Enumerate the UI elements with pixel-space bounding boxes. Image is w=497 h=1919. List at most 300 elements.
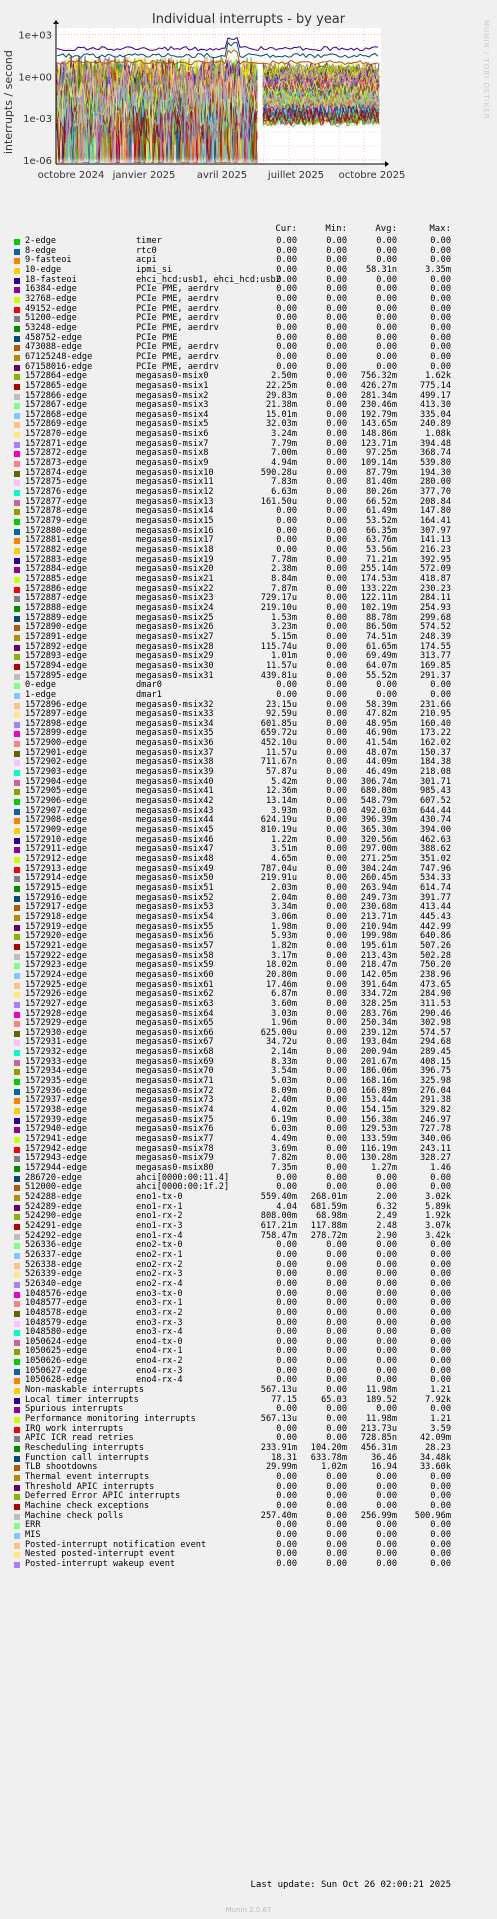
value-min: 0.00 — [326, 921, 347, 932]
value-min: 0.00 — [326, 1549, 347, 1560]
series-label: megasas0-msix80 — [136, 1163, 214, 1173]
series-name: 1572910-edge — [25, 834, 88, 845]
series-name: 1572900-edge — [25, 738, 88, 749]
value-avg: 129.53m — [360, 1124, 397, 1135]
value-max: 246.97 — [419, 1114, 451, 1125]
header-avg: Avg: — [375, 224, 397, 234]
legend-swatch — [14, 809, 20, 815]
value-cur: 77.15 — [271, 1394, 297, 1405]
series-name: 16384-edge — [25, 284, 77, 295]
legend-swatch — [14, 307, 20, 313]
value-avg: 156.38m — [360, 1114, 397, 1125]
series-label: megasas0-msix39 — [136, 767, 214, 778]
series-label: eno2-tx-0 — [136, 1240, 183, 1251]
value-cur: 13.14m — [265, 796, 297, 807]
series-name: 1572937-edge — [25, 1095, 88, 1106]
value-cur: 7.87m — [271, 583, 297, 594]
value-cur: 0.00 — [276, 313, 297, 324]
series-label: megasas0-msix70 — [136, 1066, 214, 1077]
series-name: 18-fasteoi — [25, 274, 77, 285]
series-label: megasas0-msix66 — [136, 1027, 214, 1038]
series-name: 1050625-edge — [25, 1346, 88, 1357]
value-avg: 304.24m — [360, 863, 397, 874]
value-cur: 0.00 — [276, 1240, 297, 1251]
series-name: 1572943-edge — [25, 1153, 88, 1164]
series-label: eno4-rx-1 — [136, 1346, 183, 1357]
value-max: 3.42k — [425, 1230, 451, 1241]
value-min: 0.00 — [326, 670, 347, 681]
value-cur: 3.03m — [271, 1008, 297, 1019]
value-max: 0.00 — [430, 1375, 451, 1386]
value-max: 328.27 — [419, 1153, 451, 1164]
legend-swatch — [14, 1166, 20, 1172]
value-avg: 80.26m — [365, 487, 397, 498]
value-cur: 6.63m — [271, 487, 297, 498]
value-cur: 8.33m — [271, 1056, 297, 1067]
value-cur: 0.00 — [276, 1288, 297, 1299]
value-max: 0.00 — [430, 1327, 451, 1338]
series-label: megasas0-msix55 — [136, 921, 214, 932]
series-name: 1572915-edge — [25, 882, 88, 893]
value-avg: 199.98m — [360, 931, 397, 942]
series-label: eno2-rx-4 — [136, 1278, 183, 1289]
value-cur: 7.35m — [271, 1163, 297, 1173]
value-min: 0.00 — [326, 776, 347, 787]
value-min: 0.00 — [326, 1307, 347, 1318]
value-cur: 4.49m — [271, 1134, 297, 1145]
series-label: megasas0-msix56 — [136, 931, 214, 942]
legend-swatch — [14, 886, 20, 892]
value-max: 394.00 — [419, 825, 451, 836]
value-cur: 5.03m — [271, 1076, 297, 1087]
legend-swatch — [14, 693, 20, 699]
series-name: 1572920-edge — [25, 931, 88, 942]
legend-swatch — [14, 973, 20, 979]
legend-swatch — [14, 760, 20, 766]
value-cur: 92.59u — [265, 709, 297, 720]
value-min: 0.00 — [326, 255, 347, 266]
value-max: 500.96m — [414, 1510, 451, 1521]
series-name: 1572868-edge — [25, 409, 88, 420]
legend-swatch — [14, 1465, 20, 1471]
value-max: 413.30 — [419, 400, 451, 411]
legend-swatch — [14, 1079, 20, 1085]
series-name: Local timer interrupts — [25, 1394, 139, 1405]
value-max: 0.00 — [430, 1481, 451, 1492]
series-label: eno1-rx-2 — [136, 1211, 183, 1222]
value-cur: 22.25m — [265, 380, 297, 391]
series-name: 1572911-edge — [25, 844, 88, 855]
footer-version: Munin 2.0.67 — [225, 1906, 272, 1914]
legend-swatch — [14, 1195, 20, 1201]
value-avg: 53.56m — [365, 545, 397, 555]
series-name: 1572878-edge — [25, 506, 88, 517]
value-avg: 81.40m — [365, 477, 397, 488]
legend-swatch — [14, 1185, 20, 1191]
value-min: 268.01m — [310, 1191, 347, 1202]
value-avg: 55.52m — [365, 670, 397, 681]
legend-swatch — [14, 1378, 20, 1384]
value-min: 0.00 — [326, 1240, 347, 1251]
value-min: 0.00 — [326, 815, 347, 826]
series-label: megasas0-msix20 — [136, 564, 214, 575]
value-min: 0.00 — [326, 1529, 347, 1540]
series-name: 1572879-edge — [25, 516, 88, 527]
value-cur: 29.99m — [265, 1462, 297, 1473]
value-min: 0.00 — [326, 1124, 347, 1135]
value-avg: 66.35m — [365, 525, 397, 536]
value-min: 0.00 — [326, 1008, 347, 1019]
value-max: 290.46 — [419, 1008, 451, 1019]
legend-swatch — [14, 1021, 20, 1027]
series-name: 524288-edge — [25, 1191, 82, 1202]
legend-swatch — [14, 1098, 20, 1104]
value-avg: 0.00 — [376, 1288, 397, 1299]
series-label: megasas0-msix59 — [136, 960, 214, 971]
value-cur: 219.10u — [260, 602, 297, 613]
value-min: 0.00 — [326, 1520, 347, 1531]
value-cur: 1.96m — [271, 1018, 297, 1029]
value-cur: 3.24m — [271, 429, 297, 440]
value-max: 0.00 — [430, 351, 451, 362]
value-avg: 97.25m — [365, 448, 397, 459]
value-min: 0.00 — [326, 245, 347, 256]
value-min: 0.00 — [326, 728, 347, 739]
value-avg: 148.86m — [360, 429, 397, 440]
value-avg: 210.94m — [360, 921, 397, 932]
series-name: 51200-edge — [25, 313, 77, 324]
value-avg: 193.04m — [360, 1037, 397, 1048]
value-max: 0.00 — [430, 1404, 451, 1415]
legend-swatch — [14, 799, 20, 805]
value-max: 340.06 — [419, 1134, 451, 1145]
series-name: 67158016-edge — [25, 361, 93, 372]
value-avg: 0.00 — [376, 1346, 397, 1357]
value-cur: 0.00 — [276, 245, 297, 256]
value-max: 240.89 — [419, 419, 451, 430]
value-min: 0.00 — [326, 1105, 347, 1116]
value-avg: 0.00 — [376, 689, 397, 700]
value-avg: 0.00 — [376, 1539, 397, 1550]
value-avg: 58.31n — [365, 264, 397, 275]
value-min: 0.00 — [326, 854, 347, 864]
legend-swatch — [14, 297, 20, 303]
series-name: 1572874-edge — [25, 467, 88, 478]
value-avg: 41.54m — [365, 738, 397, 749]
value-max: 445.43 — [419, 911, 451, 922]
series-label: megasas0-msix36 — [136, 738, 214, 749]
legend-swatch — [14, 712, 20, 718]
value-max: 335.04 — [419, 409, 451, 420]
series-label: ahci[0000:00:11.4] — [136, 1172, 230, 1183]
value-max: 727.78 — [419, 1124, 451, 1135]
value-cur: 4.65m — [271, 854, 297, 864]
value-max: 34.48k — [419, 1452, 451, 1463]
value-avg: 230.68m — [360, 902, 397, 913]
legend-header — [0, 224, 497, 236]
value-min: 0.00 — [326, 1249, 347, 1260]
value-cur: 559.40m — [260, 1191, 297, 1202]
value-min: 0.00 — [326, 1027, 347, 1038]
legend-swatch — [14, 1475, 20, 1481]
value-avg: 0.00 — [376, 1298, 397, 1309]
value-min: 0.00 — [326, 419, 347, 430]
value-avg: 0.00 — [376, 1240, 397, 1251]
series-label: megasas0-msix73 — [136, 1095, 214, 1106]
value-max: 1.21 — [430, 1414, 451, 1425]
series-label: megasas0-msix79 — [136, 1153, 214, 1164]
value-cur: 0.00 — [276, 1346, 297, 1357]
value-cur: 233.91m — [260, 1443, 297, 1454]
value-min: 0.00 — [326, 641, 347, 652]
legend-swatch — [14, 616, 20, 622]
value-max: 3.35m — [425, 264, 451, 275]
value-min: 0.00 — [326, 718, 347, 729]
value-max: 392.95 — [419, 554, 451, 565]
value-min: 0.00 — [326, 1481, 347, 1492]
series-name: 1572925-edge — [25, 979, 88, 990]
value-cur: 0.00 — [276, 1365, 297, 1376]
value-avg: 143.65m — [360, 419, 397, 430]
value-min: 0.00 — [326, 1163, 347, 1173]
series-label: megasas0-msix6 — [136, 429, 209, 440]
legend-swatch — [14, 654, 20, 660]
series-label: megasas0-msix23 — [136, 593, 214, 604]
series-name: 1572865-edge — [25, 380, 88, 391]
value-min: 0.00 — [326, 1385, 347, 1396]
value-avg: 0.00 — [376, 1307, 397, 1318]
legend-swatch — [14, 1523, 20, 1529]
value-min: 65.03 — [321, 1394, 347, 1405]
x-tick-label: juillet 2025 — [267, 170, 325, 181]
series-label: megasas0-msix11 — [136, 477, 214, 488]
value-max: 534.33 — [419, 873, 451, 884]
series-name: 1572929-edge — [25, 1018, 88, 1029]
value-max: 302.98 — [419, 1018, 451, 1029]
value-cur: 0.00 — [276, 535, 297, 546]
value-cur: 2.14m — [271, 1047, 297, 1058]
series-label: megasas0-msix58 — [136, 950, 214, 961]
series-label: megasas0-msix75 — [136, 1114, 214, 1125]
value-cur: 0.00 — [276, 1558, 297, 1569]
value-min: 0.00 — [326, 911, 347, 922]
value-min: 0.00 — [326, 1066, 347, 1077]
value-avg: 133.59m — [360, 1134, 397, 1145]
value-avg: 0.00 — [376, 1365, 397, 1376]
value-avg: 0.00 — [376, 361, 397, 372]
legend-swatch — [14, 1301, 20, 1307]
series-name: 1048576-edge — [25, 1288, 88, 1299]
value-max: 394.48 — [419, 438, 451, 449]
series-label: megasas0-msix67 — [136, 1037, 214, 1048]
value-avg: 0.00 — [376, 1356, 397, 1367]
series-label: megasas0-msix60 — [136, 969, 214, 980]
value-max: 164.41 — [419, 516, 451, 527]
legend-swatch — [14, 1156, 20, 1162]
series-label: megasas0-msix62 — [136, 989, 214, 1000]
series-label: megasas0-msix46 — [136, 834, 214, 845]
value-avg: 0.00 — [376, 303, 397, 314]
legend-swatch — [14, 963, 20, 969]
value-max: 0.00 — [430, 313, 451, 324]
value-avg: 130.28m — [360, 1153, 397, 1164]
series-name: 526338-edge — [25, 1259, 82, 1270]
value-avg: 365.30m — [360, 825, 397, 836]
value-cur: 1.22m — [271, 834, 297, 845]
value-max: 284.11 — [419, 593, 451, 604]
legend-swatch — [14, 345, 20, 351]
value-max: 413.44 — [419, 902, 451, 913]
value-avg: 122.11m — [360, 593, 397, 604]
value-max: 391.77 — [419, 892, 451, 903]
series-label: megasas0-msix37 — [136, 747, 214, 758]
value-avg: 426.27m — [360, 380, 397, 391]
value-min: 0.00 — [326, 236, 347, 246]
value-min: 0.00 — [326, 1336, 347, 1347]
series-name: 1572870-edge — [25, 429, 88, 440]
value-avg: 239.12m — [360, 1027, 397, 1038]
value-max: 329.82 — [419, 1105, 451, 1116]
value-max: 194.30 — [419, 467, 451, 478]
value-min: 0.00 — [326, 1018, 347, 1029]
series-name: 286720-edge — [25, 1172, 82, 1183]
value-max: 299.68 — [419, 612, 451, 623]
value-cur: 18.31 — [271, 1452, 297, 1463]
value-cur: 5.15m — [271, 631, 297, 642]
series-label: eno4-rx-2 — [136, 1356, 183, 1367]
value-avg: 47.82m — [365, 709, 397, 720]
value-cur: 659.72u — [260, 728, 297, 739]
series-label: dmar1 — [136, 689, 162, 700]
value-avg: 0.00 — [376, 245, 397, 256]
y-tick-label: 1e-03 — [23, 114, 52, 126]
value-max: 0.00 — [430, 1472, 451, 1482]
value-min: 0.00 — [326, 1472, 347, 1482]
series-name: 1050624-edge — [25, 1336, 88, 1347]
legend-swatch — [14, 249, 20, 255]
value-max: 150.37 — [419, 747, 451, 758]
series-label: PCIe PME — [136, 332, 178, 343]
series-name: 1-edge — [25, 689, 57, 700]
series-name: 1572871-edge — [25, 438, 88, 449]
value-min: 0.00 — [326, 651, 347, 662]
series-name: 1572872-edge — [25, 448, 88, 459]
value-avg: 728.85n — [360, 1433, 397, 1444]
legend-swatch — [14, 674, 20, 680]
value-avg: 0.00 — [376, 332, 397, 343]
series-label: megasas0-msix76 — [136, 1124, 214, 1135]
value-max: 184.38 — [419, 757, 451, 768]
legend-swatch — [14, 1243, 20, 1249]
value-cur: 6.87m — [271, 989, 297, 1000]
series-name: 1572932-edge — [25, 1047, 88, 1058]
series-name: 49152-edge — [25, 303, 77, 314]
legend-swatch — [14, 422, 20, 428]
legend-swatch — [14, 1127, 20, 1133]
value-cur: 808.00m — [260, 1211, 297, 1222]
series-name: Machine check exceptions — [25, 1500, 150, 1511]
value-min: 0.00 — [326, 1317, 347, 1328]
value-max: 442.99 — [419, 921, 451, 932]
value-max: 294.68 — [419, 1037, 451, 1048]
legend-swatch — [14, 355, 20, 361]
value-min: 0.00 — [326, 757, 347, 768]
value-avg: 0.00 — [376, 1500, 397, 1511]
series-label: megasas0-msix30 — [136, 660, 214, 671]
value-cur: 0.00 — [276, 264, 297, 275]
value-min: 0.00 — [326, 371, 347, 382]
legend-swatch — [14, 432, 20, 438]
series-name: APIC ICR read retries — [25, 1433, 134, 1444]
series-label: ehci_hcd:usb1, ehci_hcd:usb2 — [136, 274, 281, 285]
value-cur: 1.01m — [271, 651, 297, 662]
value-min: 0.00 — [326, 998, 347, 1009]
series-name: 1572919-edge — [25, 921, 88, 932]
legend-swatch — [14, 413, 20, 419]
value-avg: 16.94 — [371, 1462, 397, 1473]
series-name: 1572934-edge — [25, 1066, 88, 1077]
legend-swatch — [14, 1427, 20, 1433]
value-min: 0.00 — [326, 313, 347, 324]
legend-swatch — [14, 336, 20, 342]
value-max: 0.00 — [430, 1249, 451, 1260]
value-avg: 281.34m — [360, 390, 397, 401]
value-avg: 0.00 — [376, 293, 397, 304]
value-min: 0.00 — [326, 882, 347, 893]
series-label: PCIe PME, aerdrv — [136, 351, 219, 362]
value-avg: 249.73m — [360, 892, 397, 903]
value-min: 0.00 — [326, 1346, 347, 1357]
series-name: Thermal event interrupts — [25, 1472, 150, 1482]
value-avg: 44.09m — [365, 757, 397, 768]
value-max: 0.00 — [430, 361, 451, 372]
value-avg: 250.34m — [360, 1018, 397, 1029]
series-name: 1572906-edge — [25, 796, 88, 807]
value-max: 147.80 — [419, 506, 451, 517]
value-max: 0.00 — [430, 1356, 451, 1367]
value-avg: 283.76m — [360, 1008, 397, 1019]
value-avg: 0.00 — [376, 1481, 397, 1492]
value-min: 68.98m — [315, 1211, 347, 1222]
value-cur: 3.06m — [271, 911, 297, 922]
value-avg: 0.00 — [376, 1172, 397, 1183]
legend-swatch — [14, 1214, 20, 1220]
series-name: 1048577-edge — [25, 1298, 88, 1309]
legend-swatch — [14, 867, 20, 873]
series-label: dmar0 — [136, 680, 162, 691]
value-max: 0.00 — [430, 680, 451, 691]
value-max: 640.86 — [419, 931, 451, 942]
value-max: 0.00 — [430, 1240, 451, 1251]
value-max: 0.00 — [430, 236, 451, 246]
value-cur: 57.87u — [265, 767, 297, 778]
value-max: 775.14 — [419, 380, 451, 391]
legend-swatch — [14, 1456, 20, 1462]
series-label: acpi — [136, 255, 157, 266]
value-min: 0.00 — [326, 1558, 347, 1569]
series-name: 1572867-edge — [25, 400, 88, 411]
value-min: 0.00 — [326, 660, 347, 671]
legend-swatch — [14, 1407, 20, 1413]
series-name: 1572917-edge — [25, 902, 88, 913]
value-cur: 810.19u — [260, 825, 297, 836]
value-avg: 0.00 — [376, 255, 397, 266]
legend-swatch — [14, 442, 20, 448]
series-name: 1572923-edge — [25, 960, 88, 971]
value-cur: 1.82m — [271, 940, 297, 951]
chart-title: Individual interrupts - by year — [151, 12, 346, 27]
x-axis-arrow — [385, 161, 389, 167]
